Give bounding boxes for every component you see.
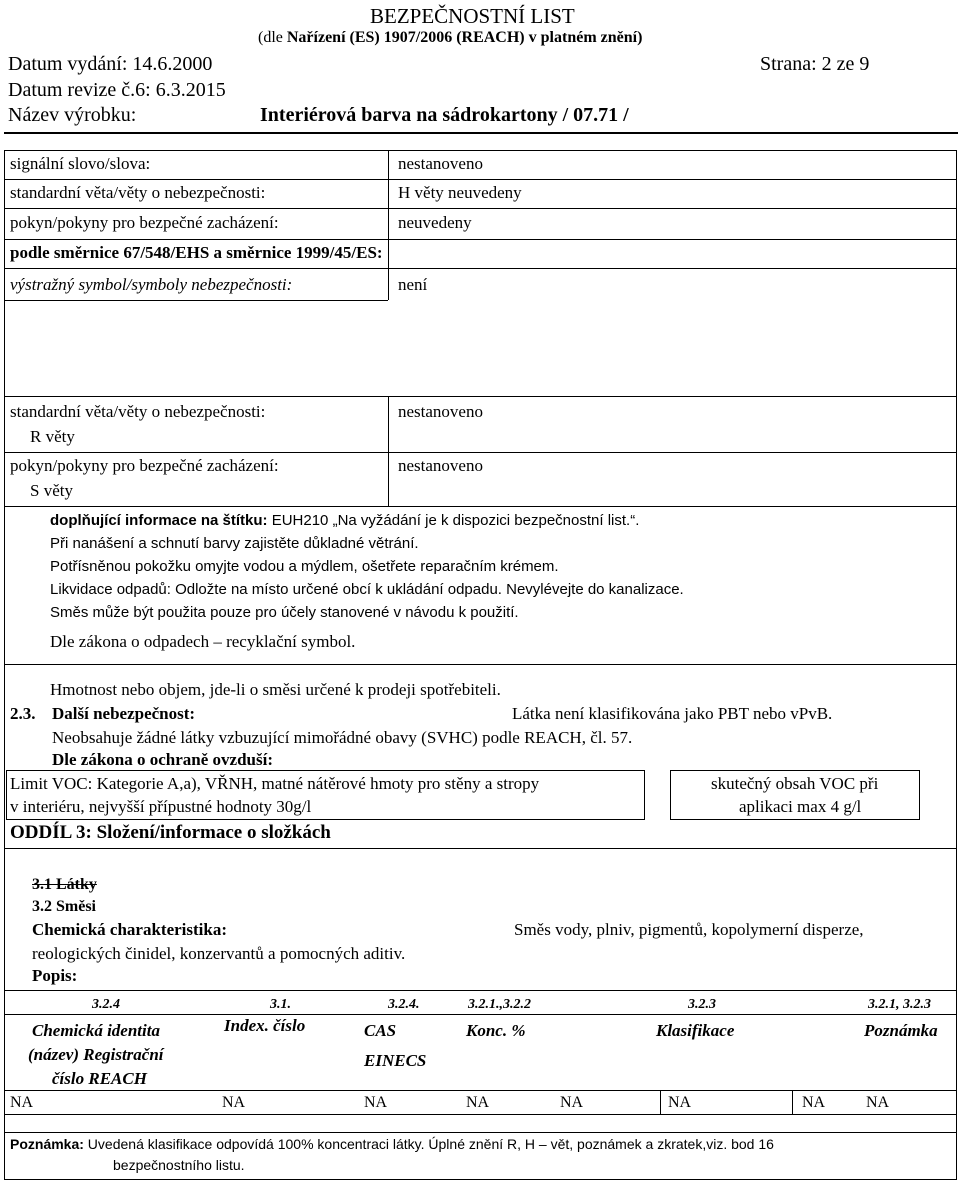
ref-note: 3.2.1, 3.2.3	[868, 997, 931, 1012]
chemical-characteristics-label: Chemická charakteristika:	[32, 920, 228, 939]
cell-conc: NA	[466, 1094, 490, 1111]
precautionary-label-2: pokyn/pokyny pro bezpečné zacházení:	[10, 456, 279, 475]
cell-classification: NA	[668, 1094, 692, 1111]
chemical-characteristics-value-2: reologických činidel, konzervantů a pomocných aditiv.	[32, 944, 406, 963]
s-phrases-value: nestanoveno	[398, 456, 483, 475]
ref-identity: 3.2.4	[92, 997, 120, 1012]
precautionary-label: pokyn/pokyny pro bezpečné zacházení:	[10, 213, 279, 232]
voc-actual-line-1: skutečný obsah VOC při	[711, 774, 879, 793]
section-2-3-value: Látka není klasifikována jako PBT nebo vPvB.	[512, 704, 833, 723]
svhc-statement: Neobsahuje žádné látky vzbuzující mimořádné obavy (SVHC) podle REACH, čl. 57.	[52, 728, 633, 747]
hazard-statements-value: H věty neuvedeny	[398, 183, 522, 202]
hazard-statements-label-2: standardní věta/věty o nebezpečnosti:	[10, 402, 266, 421]
cell-note-1: NA	[802, 1094, 826, 1111]
document-title: BEZPEČNOSTNÍ LIST	[370, 4, 575, 28]
supplementary-line-1: doplňující informace na štítku: EUH210 „Na vyžádání je k dispozici bezpečnostní list.“.	[50, 512, 640, 529]
section-2-3-title: Další nebezpečnost:	[52, 704, 196, 723]
revision-date: Datum revize č.6: 6.3.2015	[8, 79, 226, 101]
r-phrases-value: nestanoveno	[398, 402, 483, 421]
section-3-title: ODDÍL 3: Složení/informace o složkách	[10, 822, 331, 843]
supplementary-line-2: Při nanášení a schnutí barvy zajistěte důkladné větrání.	[50, 535, 419, 552]
col-identity-1: Chemická identita	[32, 1021, 160, 1040]
ref-conc: 3.2.1.,3.2.2	[468, 997, 531, 1012]
warning-symbol-value: není	[398, 275, 428, 294]
header-divider	[4, 132, 958, 134]
col-conc: Konc. %	[466, 1021, 526, 1040]
description-label: Popis:	[32, 966, 78, 985]
cell-note-2: NA	[866, 1094, 890, 1111]
cell-cas: NA	[364, 1094, 388, 1111]
r-phrases-label: R věty	[30, 427, 75, 446]
warning-symbol-label: výstražný symbol/symboly nebezpečnosti:	[10, 275, 293, 294]
regulation-subtitle: (dle Nařízení (ES) 1907/2006 (REACH) v platném znění)	[258, 29, 643, 46]
subsection-3-1: 3.1 Látky	[32, 876, 97, 893]
page-number: Strana: 2 ze 9	[760, 53, 870, 75]
col-classification: Klasifikace	[656, 1021, 735, 1040]
cell-identity: NA	[10, 1094, 34, 1111]
ref-classification: 3.2.3	[688, 997, 716, 1012]
weight-note: Hmotnost nebo objem, jde-li o směsi určené k prodeji spotřebiteli.	[50, 680, 501, 699]
col-einecs: EINECS	[364, 1051, 427, 1070]
footer-note: Poznámka: Uvedená klasifikace odpovídá 100% koncentraci látky. Úplné znění R, H – vět, poznámek a zkratek,viz. bod 16	[10, 1136, 774, 1152]
col-index: Index. číslo	[224, 1016, 306, 1035]
cell-index: NA	[222, 1094, 246, 1111]
supplementary-line-3: Potřísněnou pokožku omyjte vodou a mýdlem, ošetřete reparačním krémem.	[50, 558, 559, 575]
hazard-statements-label: standardní věta/věty o nebezpečnosti:	[10, 183, 266, 202]
s-phrases-label: S věty	[30, 481, 73, 500]
left-border	[4, 150, 5, 1180]
voc-limit-line-1: Limit VOC: Kategorie A,a), VŘNH, matné nátěrové hmoty pro stěny a stropy	[10, 774, 540, 793]
col-identity-3: číslo REACH	[52, 1069, 147, 1088]
footer-note-2: bezpečnostního listu.	[113, 1157, 245, 1173]
col-note: Poznámka	[864, 1021, 938, 1040]
voc-actual-line-2: aplikaci max 4 g/l	[739, 797, 862, 816]
ref-index: 3.1.	[270, 997, 291, 1012]
issue-date: Datum vydání: 14.6.2000	[8, 53, 213, 75]
air-protection-title: Dle zákona o ochraně ovzduší:	[52, 750, 273, 769]
signal-word-value: nestanoveno	[398, 154, 483, 173]
recycling-note: Dle zákona o odpadech – recyklační symbol.	[50, 632, 356, 651]
product-label: Název výrobku:	[8, 104, 137, 126]
right-border	[956, 150, 957, 1180]
precautionary-value: neuvedeny	[398, 213, 472, 232]
directive-label: podle směrnice 67/548/EHS a směrnice 1999/45/ES:	[10, 243, 383, 262]
signal-word-label: signální slovo/slova:	[10, 154, 151, 173]
supplementary-line-4: Likvidace odpadů: Odložte na místo určené obcí k ukládání odpadu. Nevylévejte do kanalizace.	[50, 581, 684, 598]
voc-limit-line-2: v interiéru, nejvyšší přípustné hodnoty 30g/l	[10, 797, 312, 816]
supplementary-line-5: Směs může být použita pouze pro účely stanovené v návodu k použití.	[50, 604, 519, 621]
cell-einecs: NA	[560, 1094, 584, 1111]
subsection-3-2: 3.2 Směsi	[32, 898, 96, 915]
section-2-3-number: 2.3.	[10, 704, 36, 723]
col-cas: CAS	[364, 1021, 397, 1040]
supplementary-label: doplňující informace na štítku:	[50, 512, 268, 529]
col-identity-2: (název) Registrační	[28, 1045, 164, 1064]
product-name: Interiérová barva na sádrokartony / 07.71 /	[260, 104, 629, 126]
chemical-characteristics-value: Směs vody, plniv, pigmentů, kopolymerní disperze,	[514, 920, 864, 939]
ref-cas: 3.2.4.	[388, 997, 420, 1012]
